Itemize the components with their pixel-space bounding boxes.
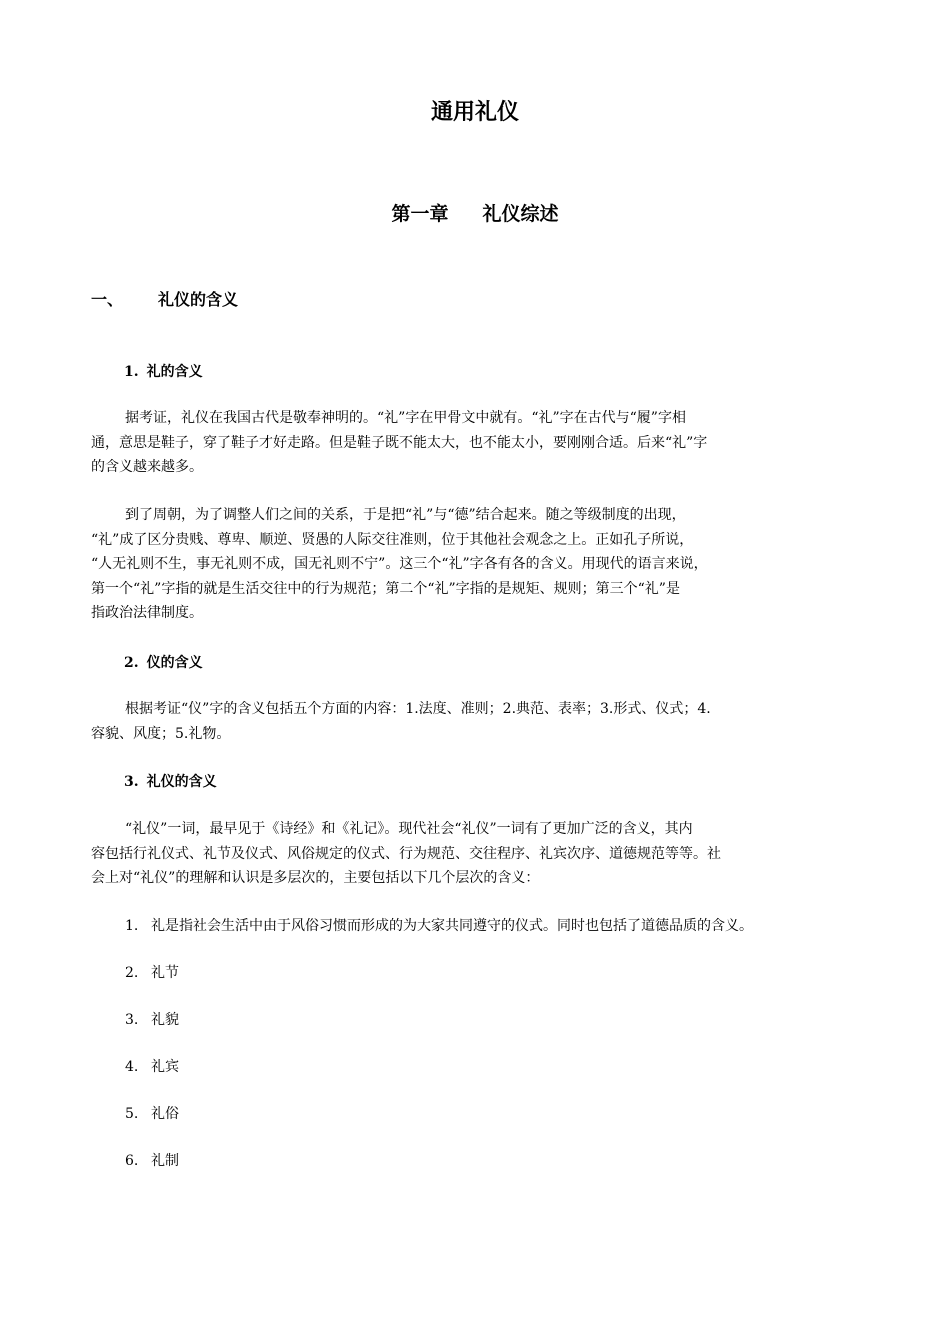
list-item-number: 4. [125,1059,139,1075]
list-item-text: 礼貌 [151,1012,179,1028]
section-number: 一、 [91,290,124,309]
list-item [125,1150,179,1172]
subsection-heading [124,771,217,793]
paragraph [91,503,861,626]
subsection-number: 1. [124,364,139,380]
subsection-title: 仪的含义 [146,655,203,671]
list-item [125,1009,179,1031]
list-item-text: 礼宾 [151,1059,179,1075]
chapter-name: 礼仪综述 [482,203,559,225]
paragraph-line: 会上对“礼仪”的理解和认识是多层次的，主要包括以下几个层次的含义： [91,870,540,886]
subsection-title: 礼的含义 [146,364,203,380]
paragraph-line: 的含义越来越多。 [91,459,203,475]
list-item-number: 6. [125,1153,139,1169]
section-heading [91,288,238,312]
list-item-text: 礼俗 [151,1106,179,1122]
subsection-number: 3. [124,774,139,790]
paragraph [91,406,861,480]
document-title: 通用礼仪 [430,100,519,125]
subsection-number: 2. [124,655,139,671]
paragraph-line: 第一个“礼”字指的就是生活交往中的行为规范；第二个“礼”字指的是规矩、规则；第三个“礼”是 [91,580,680,597]
list-item-number: 5. [125,1106,139,1122]
paragraph-line: “礼仪”一词，最早见于《诗经》和《礼记》。现代社会“礼仪”一词有了更加广泛的含义，其内 [125,821,693,837]
chapter-heading [0,199,950,229]
list-item-text: 礼节 [151,965,179,981]
list-item [125,915,753,937]
list-item-number: 1. [125,918,139,934]
paragraph-line: 根据考证“仪”字的含义包括五个方面的内容：1.法度、准则；2.典范、表率；3.形式、仪式；4. [125,701,711,717]
paragraph-line: 据考证，礼仪在我国古代是敬奉神明的。“礼”字在甲骨文中就有。“礼”字在古代与“履”字相 [125,410,686,426]
list-item [125,1103,179,1125]
list-item-number: 3. [125,1012,139,1028]
paragraph [91,817,861,891]
subsection-heading [124,652,203,674]
subsection-heading [124,361,203,383]
paragraph [91,697,861,746]
paragraph-line: “礼”成了区分贵贱、尊卑、顺逆、贤愚的人际交往准则，位于其他社会观念之上。正如孔子所说， [91,531,694,548]
paragraph-line: 容包括行礼仪式、礼节及仪式、风俗规定的仪式、行为规范、交往程序、礼宾次序、道德规范等等。社 [91,845,721,862]
paragraph-line: 到了周朝，为了调整人们之间的关系，于是把“礼”与“德”结合起来。随之等级制度的出现， [125,507,686,523]
paragraph-line: 指政治法律制度。 [91,605,203,621]
paragraph-line: 通，意思是鞋子，穿了鞋子才好走路。但是鞋子既不能太大，也不能太小，要刚刚合适。后来“礼”字 [91,434,708,451]
list-item-number: 2. [125,965,139,981]
subsection-title: 礼仪的含义 [146,774,217,790]
chapter-number: 第一章 [391,203,449,225]
list-item [125,962,179,984]
list-item [125,1056,179,1078]
list-item-text: 礼制 [151,1153,179,1169]
list-item-text: 礼是指社会生活中由于风俗习惯而形成的为大家共同遵守的仪式。同时也包括了道德品质的含义。 [151,918,753,934]
section-title: 礼仪的含义 [158,290,239,309]
paragraph-line: 容貌、风度；5.礼物。 [91,725,231,742]
paragraph-line: “人无礼则不生，事无礼则不成，国无礼则不宁”。这三个“礼”字各有各的含义。用现代的语言来说， [91,556,708,572]
